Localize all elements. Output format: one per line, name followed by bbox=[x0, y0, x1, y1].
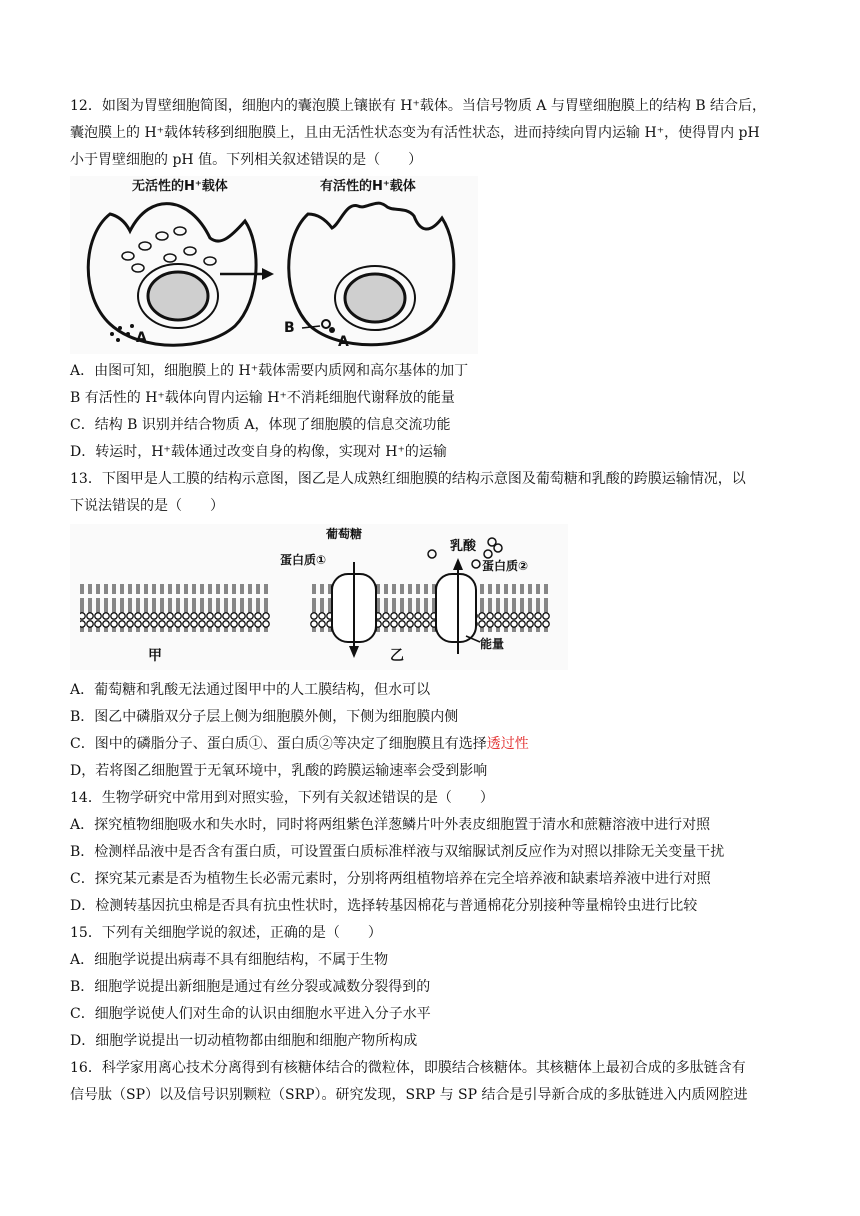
q13-stem-line2: 下说法错误的是（ ） bbox=[70, 498, 224, 514]
q13-option-c-highlight: 透过性 bbox=[486, 736, 529, 752]
q12-option-d: D．转运时，H⁺载体通过改变自身的构像，实现对 H⁺的运输 bbox=[70, 444, 447, 460]
label-glucose: 葡萄糖 bbox=[326, 527, 363, 541]
q15-option-d: D．细胞学说提出一切动植物都由细胞和细胞产物所构成 bbox=[70, 1033, 418, 1049]
label-a-right: A bbox=[338, 334, 349, 350]
q14-option-a: A．探究植物细胞吸水和失水时，同时将两组紫色洋葱鳞片叶外表皮细胞置于清水和蔗糖溶液中进行对照 bbox=[70, 817, 711, 833]
gastric-cell-diagram bbox=[70, 176, 478, 354]
lactic-arrow-head-icon bbox=[453, 558, 463, 570]
label-b-pointer bbox=[302, 326, 320, 328]
label-yi: 乙 bbox=[390, 648, 404, 664]
q12-stem-line1: 12．如图为胃壁细胞简图，细胞内的囊泡膜上镶嵌有 H⁺载体。当信号物质 A 与胃壁细胞膜上的结构 B 结合后， bbox=[70, 98, 767, 114]
q12-option-a: A．由图可知，细胞膜上的 H⁺载体需要内质网和高尔基体的加丁 bbox=[70, 363, 469, 379]
label-protein-1: 蛋白质① bbox=[280, 553, 327, 567]
structure-b-receptor bbox=[322, 320, 330, 328]
signal-a-bound bbox=[329, 327, 335, 333]
q14-stem: 14．生物学研究中常用到对照实验，下列有关叙述错误的是（ ） bbox=[70, 790, 494, 806]
q14-option-d: D．检测转基因抗虫棉是否具有抗虫性状时，选择转基因棉花与普通棉花分别接种等量棉铃虫进行比较 bbox=[70, 898, 698, 914]
q14-option-c: C．探究某元素是否为植物生长必需元素时，分别将两组植物培养在完全培养液和缺素培养液中进行对照 bbox=[70, 871, 711, 887]
label-inactive-carrier: 无活性的H⁺载体 bbox=[132, 179, 228, 194]
q15-option-a: A．细胞学说提出病毒不具有细胞结构，不属于生物 bbox=[70, 952, 389, 968]
label-active-carrier: 有活性的H⁺载体 bbox=[320, 179, 416, 194]
label-energy: 能量 bbox=[480, 637, 505, 651]
protein-2-carrier bbox=[436, 574, 476, 642]
label-lactic-acid: 乳酸 bbox=[450, 539, 477, 554]
q13-option-c-text: C．图中的磷脂分子、蛋白质①、蛋白质②等决定了细胞膜且有选择 bbox=[70, 736, 487, 752]
q13-figure bbox=[70, 524, 568, 670]
nucleus-right bbox=[345, 274, 405, 322]
label-jia: 甲 bbox=[148, 648, 162, 664]
label-b: B bbox=[284, 320, 295, 336]
q14-option-b: B．检测样品液中是否含有蛋白质，可设置蛋白质标准样液与双缩脲试剂反应作为对照以排除无关变量干扰 bbox=[70, 844, 725, 860]
q12-stem-line2: 囊泡膜上的 H⁺载体转移到细胞膜上，且由无活性状态变为有活性状态，进而持续向胃内运输 H⁺，使得胃内 pH bbox=[70, 125, 760, 141]
glucose-arrow-head-icon bbox=[349, 646, 359, 658]
q12-figure bbox=[70, 176, 478, 354]
q13-option-b: B．图乙中磷脂双分子层上侧为细胞膜外侧，下侧为细胞膜内侧 bbox=[70, 709, 459, 725]
q13-option-d: D，若将图乙细胞置于无氧环境中，乳酸的跨膜运输速率会受到影响 bbox=[70, 763, 488, 779]
membrane-diagram bbox=[70, 524, 568, 670]
arrow-head-icon bbox=[262, 268, 274, 280]
label-a-left: A bbox=[136, 330, 147, 346]
q15-option-c: C．细胞学说使人们对生命的认识由细胞水平进入分子水平 bbox=[70, 1006, 431, 1022]
q15-option-b: B．细胞学说提出新细胞是通过有丝分裂或减数分裂得到的 bbox=[70, 979, 431, 995]
label-protein-2: 蛋白质② bbox=[482, 559, 529, 573]
artificial-membrane bbox=[80, 584, 270, 632]
q12-stem-line3: 小于胃壁细胞的 pH 值。下列相关叙述错误的是（ ） bbox=[70, 152, 423, 168]
q16-stem-line1: 16．科学家用离心技术分离得到有核糖体结合的微粒体，即膜结合核糖体。其核糖体上最初合成的多肽链含有 bbox=[70, 1060, 746, 1076]
q12-option-b: B 有活性的 H⁺载体向胃内运输 H⁺不消耗细胞代谢释放的能量 bbox=[70, 390, 455, 406]
q15-stem: 15．下列有关细胞学说的叙述，正确的是（ ） bbox=[70, 925, 382, 941]
q12-option-c: C．结构 B 识别并结合物质 A，体现了细胞膜的信息交流功能 bbox=[70, 417, 451, 433]
q13-option-a: A．葡萄糖和乳酸无法通过图甲中的人工膜结构，但水可以 bbox=[70, 682, 431, 698]
q16-stem-line2: 信号肽（SP）以及信号识别颗粒（SRP）。研究发现，SRP 与 SP 结合是引导新合成的多肽链进入内质网腔进 bbox=[70, 1087, 748, 1103]
nucleus-left bbox=[148, 272, 208, 320]
q13-option-c bbox=[70, 735, 795, 753]
q13-stem-line1: 13．下图甲是人工膜的结构示意图，图乙是人成熟红细胞膜的结构示意图及葡萄糖和乳酸的跨膜运输情况，以 bbox=[70, 471, 746, 487]
